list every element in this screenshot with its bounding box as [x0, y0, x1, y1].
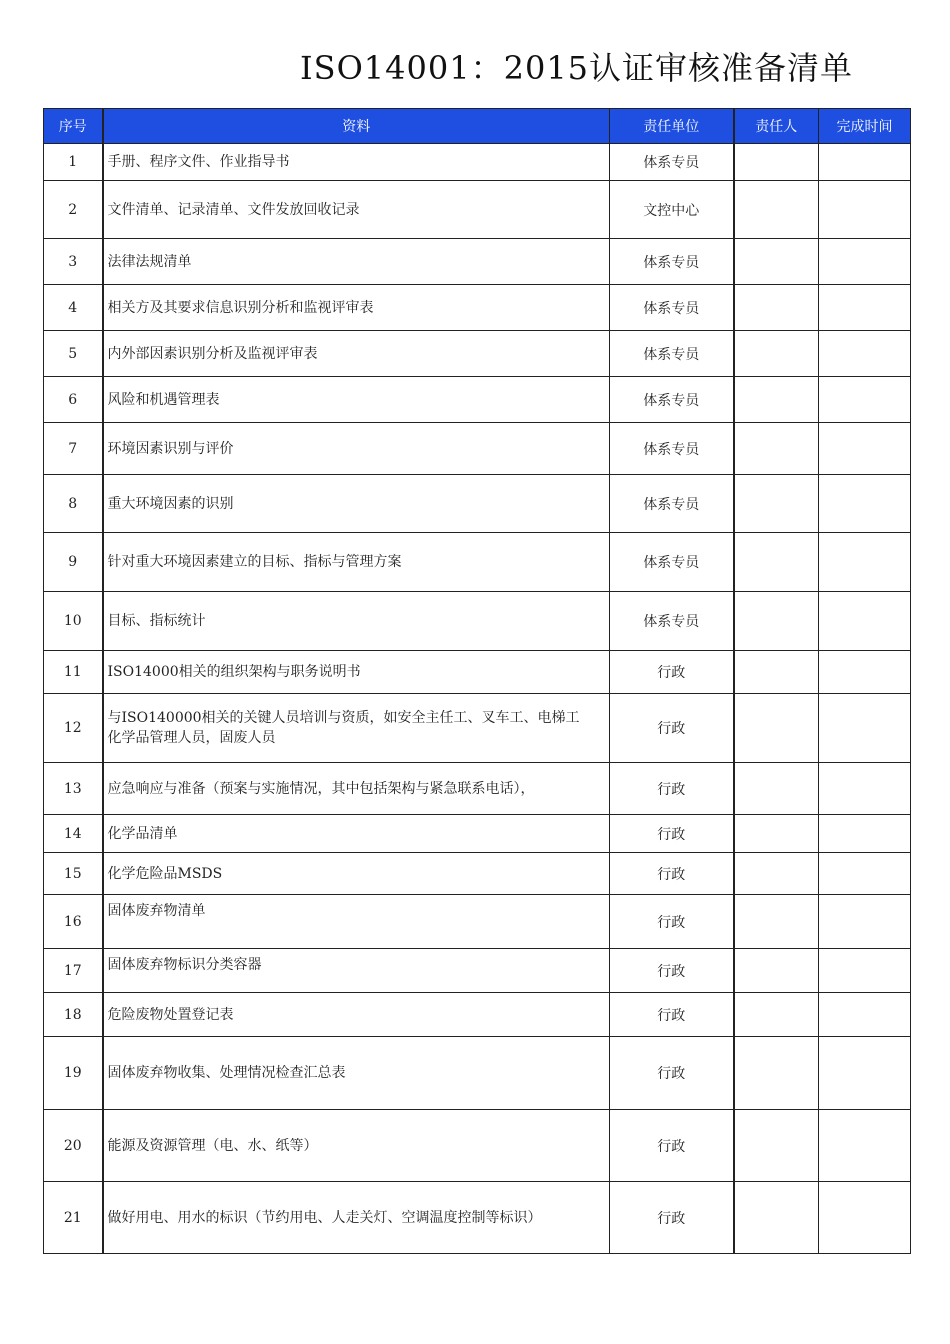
- row-number: 14: [44, 815, 103, 853]
- header-row: [44, 109, 911, 144]
- row-person: [734, 144, 819, 181]
- row-time: [819, 651, 911, 694]
- row-item: 环境因素识别与评价: [103, 423, 610, 475]
- header-unit: 责任单位: [610, 109, 734, 144]
- row-time: [819, 895, 911, 949]
- table-row: [44, 853, 911, 895]
- row-unit: 体系专员: [610, 239, 734, 285]
- row-person: [734, 592, 819, 651]
- table-row: [44, 475, 911, 533]
- row-person: [734, 993, 819, 1037]
- row-person: [734, 377, 819, 423]
- row-unit: 行政: [610, 815, 734, 853]
- row-person: [734, 1182, 819, 1254]
- row-item: 危险废物处置登记表: [103, 993, 610, 1037]
- header-no: 序号: [44, 109, 103, 144]
- row-unit: 行政: [610, 895, 734, 949]
- row-number: 13: [44, 763, 103, 815]
- table-row: [44, 533, 911, 592]
- row-time: [819, 423, 911, 475]
- row-item: 固体废弃物收集、处理情况检查汇总表: [103, 1037, 610, 1110]
- row-person: [734, 331, 819, 377]
- row-time: [819, 1037, 911, 1110]
- row-item: ISO14000相关的组织架构与职务说明书: [103, 651, 610, 694]
- row-item: 风险和机遇管理表: [103, 377, 610, 423]
- row-unit: 行政: [610, 853, 734, 895]
- page-title: ISO14001：2015认证审核准备清单: [300, 49, 854, 87]
- row-time: [819, 144, 911, 181]
- row-item: 应急响应与准备（预案与实施情况，其中包括架构与紧急联系电话），: [103, 763, 610, 815]
- row-number: 21: [44, 1182, 103, 1254]
- row-person: [734, 1037, 819, 1110]
- row-time: [819, 239, 911, 285]
- row-time: [819, 285, 911, 331]
- row-unit: 体系专员: [610, 144, 734, 181]
- row-number: 19: [44, 1037, 103, 1110]
- row-person: [734, 285, 819, 331]
- row-person: [734, 239, 819, 285]
- row-unit: 行政: [610, 651, 734, 694]
- row-item: 法律法规清单: [103, 239, 610, 285]
- row-number: 8: [44, 475, 103, 533]
- row-time: [819, 181, 911, 239]
- row-item: 相关方及其要求信息识别分析和监视评审表: [103, 285, 610, 331]
- row-number: 12: [44, 694, 103, 763]
- row-time: [819, 331, 911, 377]
- row-time: [819, 377, 911, 423]
- header-item: 资料: [103, 109, 610, 144]
- row-item: 手册、程序文件、作业指导书: [103, 144, 610, 181]
- row-number: 6: [44, 377, 103, 423]
- row-person: [734, 694, 819, 763]
- row-unit: 行政: [610, 694, 734, 763]
- row-time: [819, 815, 911, 853]
- row-number: 2: [44, 181, 103, 239]
- row-time: [819, 533, 911, 592]
- row-item: 文件清单、记录清单、文件发放回收记录: [103, 181, 610, 239]
- row-time: [819, 763, 911, 815]
- table-row: [44, 694, 911, 763]
- row-unit: 行政: [610, 1182, 734, 1254]
- row-time: [819, 853, 911, 895]
- row-unit: 体系专员: [610, 475, 734, 533]
- checklist-table: [43, 108, 911, 1254]
- row-unit: 体系专员: [610, 592, 734, 651]
- row-person: [734, 1110, 819, 1182]
- row-item: 目标、指标统计: [103, 592, 610, 651]
- row-person: [734, 815, 819, 853]
- row-item: 做好用电、用水的标识（节约用电、人走关灯、空调温度控制等标识）: [103, 1182, 610, 1254]
- table-row: [44, 144, 911, 181]
- row-unit: 体系专员: [610, 285, 734, 331]
- row-time: [819, 1182, 911, 1254]
- row-number: 9: [44, 533, 103, 592]
- header-person: 责任人: [734, 109, 819, 144]
- table-row: [44, 815, 911, 853]
- row-item: 内外部因素识别分析及监视评审表: [103, 331, 610, 377]
- row-number: 3: [44, 239, 103, 285]
- table-row: [44, 423, 911, 475]
- table-row: [44, 895, 911, 949]
- row-unit: 体系专员: [610, 533, 734, 592]
- row-unit: 行政: [610, 1037, 734, 1110]
- row-unit: 体系专员: [610, 423, 734, 475]
- row-unit: 行政: [610, 763, 734, 815]
- row-number: 15: [44, 853, 103, 895]
- row-time: [819, 475, 911, 533]
- row-item: 针对重大环境因素建立的目标、指标与管理方案: [103, 533, 610, 592]
- header-time: 完成时间: [819, 109, 911, 144]
- table-row: [44, 285, 911, 331]
- row-number: 17: [44, 949, 103, 993]
- row-item: 固体废弃物清单: [103, 895, 610, 949]
- table-row: [44, 763, 911, 815]
- table-row: [44, 949, 911, 993]
- row-item: 能源及资源管理（电、水、纸等）: [103, 1110, 610, 1182]
- row-item: 与ISO140000相关的关键人员培训与资质，如安全主任工、叉车工、电梯工 化学品管理人员，固废人员: [103, 694, 610, 763]
- row-person: [734, 475, 819, 533]
- row-item: 固体废弃物标识分类容器: [103, 949, 610, 993]
- row-number: 16: [44, 895, 103, 949]
- row-time: [819, 993, 911, 1037]
- row-person: [734, 181, 819, 239]
- table-row: [44, 1182, 911, 1254]
- row-person: [734, 853, 819, 895]
- row-time: [819, 694, 911, 763]
- row-unit: 行政: [610, 949, 734, 993]
- row-time: [819, 1110, 911, 1182]
- row-item: 化学品清单: [103, 815, 610, 853]
- table-row: [44, 377, 911, 423]
- row-person: [734, 651, 819, 694]
- row-unit: 行政: [610, 1110, 734, 1182]
- table-row: [44, 1110, 911, 1182]
- row-number: 7: [44, 423, 103, 475]
- table-row: [44, 1037, 911, 1110]
- row-time: [819, 949, 911, 993]
- row-unit: 文控中心: [610, 181, 734, 239]
- row-time: [819, 592, 911, 651]
- row-person: [734, 949, 819, 993]
- table-row: [44, 592, 911, 651]
- table-row: [44, 331, 911, 377]
- row-number: 4: [44, 285, 103, 331]
- table-row: [44, 181, 911, 239]
- row-person: [734, 533, 819, 592]
- row-number: 18: [44, 993, 103, 1037]
- row-number: 10: [44, 592, 103, 651]
- row-person: [734, 763, 819, 815]
- row-unit: 体系专员: [610, 377, 734, 423]
- table-body: [44, 144, 911, 1254]
- row-unit: 体系专员: [610, 331, 734, 377]
- row-number: 20: [44, 1110, 103, 1182]
- row-person: [734, 895, 819, 949]
- row-item: 化学危险品MSDS: [103, 853, 610, 895]
- row-item: 重大环境因素的识别: [103, 475, 610, 533]
- row-unit: 行政: [610, 993, 734, 1037]
- table-row: [44, 993, 911, 1037]
- row-person: [734, 423, 819, 475]
- row-number: 11: [44, 651, 103, 694]
- row-number: 1: [44, 144, 103, 181]
- table-row: [44, 651, 911, 694]
- row-number: 5: [44, 331, 103, 377]
- table-row: [44, 239, 911, 285]
